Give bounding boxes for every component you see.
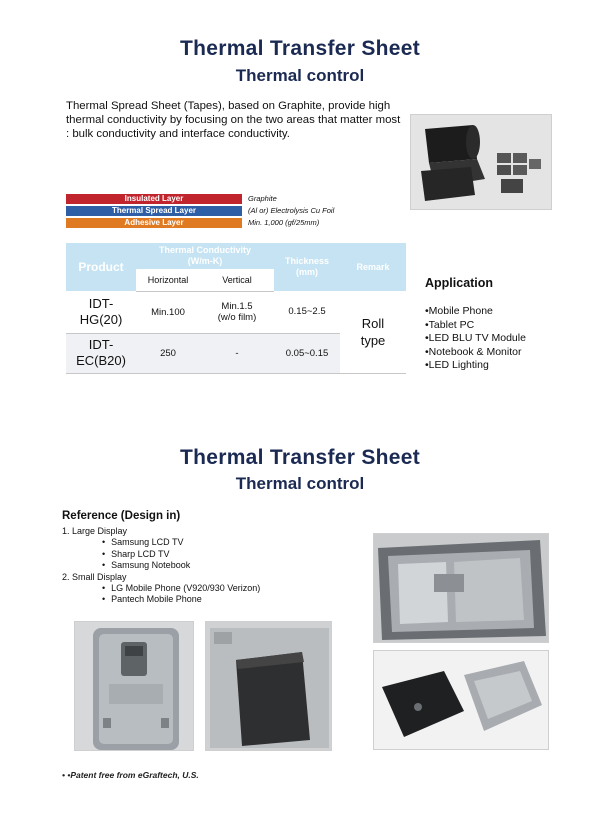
vertical-line-2: (w/o film) [217,312,257,323]
cell-thickness: 0.05~0.15 [274,333,340,373]
header-conductivity-unit: (W/m-K) [187,256,223,266]
list-item: •Mobile Phone [425,305,493,317]
layer-adhesive-label: Adhesive Layer [124,218,184,227]
header-product: Product [66,243,136,291]
notebook-parts-photo [373,650,549,750]
sheet-illustration [206,622,332,751]
page-subtitle: Thermal control [235,66,365,85]
header-thickness-unit: (mm) [296,267,318,277]
header-horizontal: Horizontal [136,269,200,291]
header-conductivity-label: Thermal Conductivity [158,245,251,255]
phone-back-illustration [75,622,194,751]
tv-chassis-illustration [374,534,549,643]
cell-product [66,291,136,333]
page-title: Thermal Transfer Sheet [179,37,421,60]
header-conductivity [136,243,274,269]
list-item: • LG Mobile Phone (V920/930 Verizon) [62,583,260,594]
layer-adhesive-note: Min. 1,000 (gf/25mm) [248,218,320,227]
list-item: •LED Lighting [425,359,489,372]
header-thickness [274,243,340,291]
header-remark: Remark [340,243,406,291]
cell-vertical [200,291,274,333]
header-thickness-label: Thickness [284,256,330,266]
cell-remark [340,291,406,373]
product-line-1: IDT- [88,295,114,311]
cell-vertical: - [200,333,274,373]
product-line-1: IDT- [88,337,114,352]
list-item: • Sharp LCD TV [62,549,260,560]
header-vertical: Vertical [200,269,274,291]
page-subtitle-2: Thermal control [235,474,365,493]
list-item: •Tablet PC [425,318,475,331]
table-row [66,291,406,333]
reference-group-heading: 2. Small Display [62,571,127,582]
layer-insulated-note: Graphite [248,194,277,203]
cell-thickness: 0.15~2.5 [274,291,340,333]
spec-table [66,243,406,374]
tv-chassis-photo [373,533,549,643]
list-item: •LED BLU TV Module [425,332,526,345]
list-item: • Samsung Notebook [62,560,260,571]
remark-line-2: type [360,332,386,348]
phone-back-photo [74,621,194,751]
notebook-parts-illustration [374,651,549,750]
list-item: • Samsung LCD TV [62,537,260,548]
layer-insulated [66,194,242,204]
application-title: Application [425,276,494,290]
reference-list [62,526,260,606]
sheet-on-device-photo [205,621,332,751]
layer-insulated-label: Insulated Layer [124,194,184,203]
product-roll-photo [410,114,552,210]
cell-horizontal: 250 [136,333,200,373]
layer-thermal-spread-label: Thermal Spread Layer [111,206,197,215]
remark-line-1: Roll [361,315,385,331]
list-item: • Pantech Mobile Phone [62,594,260,605]
list-item: •Notebook & Monitor [425,345,522,358]
layer-thermal-spread-note: (Al or) Electrolysis Cu Foil [248,206,335,215]
cell-horizontal: Min.100 [136,291,200,333]
page-title-2: Thermal Transfer Sheet [179,446,421,469]
product-line-2: EC(B20) [76,353,126,368]
layer-thermal-spread [66,206,242,216]
reference-group-heading: 1. Large Display [62,526,128,536]
product-line-2: HG(20) [79,311,123,327]
layer-adhesive [66,218,242,228]
application-list [425,305,526,373]
footnote: • •Patent free from eGraftech, U.S. [62,770,199,780]
roll-illustration [411,115,552,210]
vertical-line-1: Min.1.5 [221,301,253,312]
reference-title: Reference (Design in) [62,510,181,522]
cell-product [66,333,136,373]
intro-paragraph: Thermal Spread Sheet (Tapes), based on Graphite, provide high thermal conductivity by focusing on the two areas that matter most : bulk conductivity and interface conductivity. [66,100,401,140]
